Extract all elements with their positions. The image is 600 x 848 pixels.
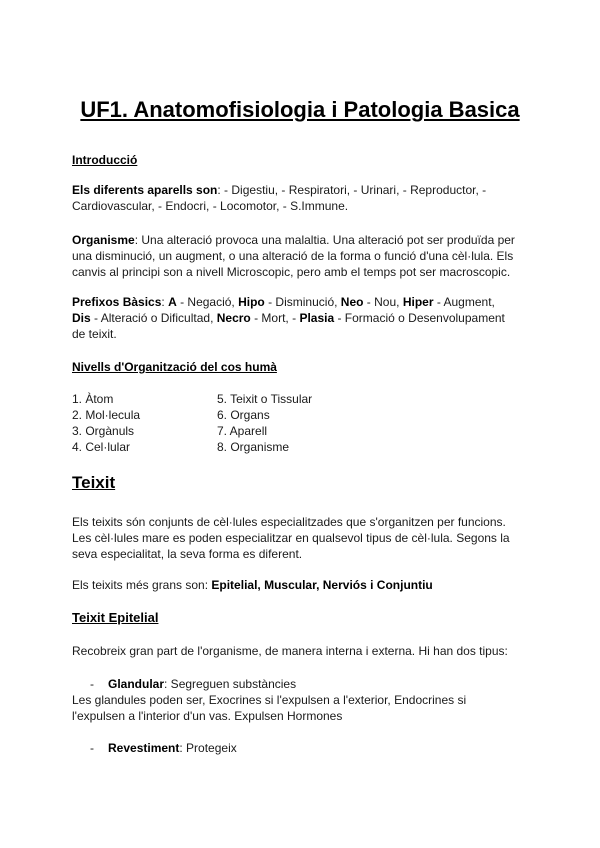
prefix-meaning: - Augment,: [433, 295, 495, 309]
teixit-heading: Teixit: [72, 473, 116, 492]
teixit-types: Epitelial, Muscular, Nerviós i Conjuntiu: [211, 578, 433, 592]
teixit-p2: [72, 577, 433, 593]
prefix-meaning: - Negació,: [176, 295, 239, 309]
prefixos-line-3: de teixit.: [72, 327, 117, 341]
prefix: Dis: [72, 311, 91, 325]
nivell-item: 2. Mol·lecula: [72, 408, 141, 422]
organisme-line-1: [72, 232, 515, 248]
nivell-item: 5. Teixit o Tissular: [217, 392, 313, 406]
epitelial-intro: Recobreix gran part de l'organisme, de manera interna i externa. Hi han dos tipus:: [72, 644, 508, 658]
nivell-item: 6. Organs: [217, 408, 270, 422]
nivell-item: 3. Orgànuls: [72, 424, 135, 438]
nivell-item: 1. Àtom: [72, 392, 114, 406]
aparells-label: Els diferents aparells son: [72, 183, 218, 197]
aparells-line-2: Cardiovascular, - Endocri, - Locomotor, - S.Immune.: [72, 199, 349, 213]
teixit-p1-line-3: seva especialitat, la seva forma es diferent.: [72, 547, 303, 561]
revestiment-label: Revestiment: [108, 741, 180, 755]
prefix-meaning: - Formació o Desenvolupament: [334, 311, 505, 325]
organisme-line-3: canvis al principi son a nivell Microscopic, pero amb el temps pot ser macroscopic.: [72, 265, 511, 279]
glandular-text: : Segreguen substàncies: [164, 677, 297, 691]
colon: :: [161, 295, 169, 309]
prefix-meaning: - Alteració o Dificultad,: [90, 311, 217, 325]
epitelial-heading: Teixit Epitelial: [72, 610, 159, 625]
prefix: Necro: [216, 311, 251, 325]
organisme-text: : Una alteració provoca una malaltia. Una alteració pot ser produïda per: [134, 233, 515, 247]
teixit-p2-text: Els teixits més grans son:: [72, 578, 212, 592]
nivell-item: 8. Organisme: [217, 440, 290, 454]
prefix: Plasia: [299, 311, 335, 325]
revestiment-text: : Protegeix: [179, 741, 237, 755]
glandules-line-1: Les glandules poden ser, Exocrines si l'expulsen a l'exterior, Endocrines si: [72, 693, 467, 707]
intro-heading-text: Introducció: [72, 153, 138, 167]
nivells-heading: [72, 359, 277, 375]
prefix: Hiper: [402, 295, 434, 309]
prefix: Neo: [340, 295, 364, 309]
prefix-meaning: - Disminució,: [264, 295, 341, 309]
revestiment-item: [108, 740, 237, 756]
prefix-meaning: - Mort, -: [250, 311, 300, 325]
aparells-line-1: [72, 182, 486, 198]
teixit-p1-line-1: Els teixits són conjunts de cèl·lules especialitzades que s'organitzen per funcions.: [72, 515, 506, 529]
prefix: A: [168, 295, 177, 309]
nivells-heading-text: Nivells d'Organització del cos humà: [72, 360, 277, 374]
document-title: UF1. Anatomofisiologia i Patologia Basica: [80, 97, 520, 122]
glandular-item: [108, 676, 296, 692]
prefix-meaning: - Nou,: [363, 295, 403, 309]
prefix: Hipo: [238, 295, 265, 309]
bullet-dash: -: [90, 741, 94, 755]
intro-heading: [72, 152, 137, 168]
nivell-item: 4. Cel·lular: [72, 440, 131, 454]
prefixos-line-1: [72, 294, 495, 310]
organisme-line-2: una disminució, un augment, o una alteració de la forma o funció d'una cèl·lula. Els: [72, 249, 514, 263]
teixit-p1-line-2: Les cèl·lules mare es poden especialitzar en qualsevol tipus de cèl·lula. Segons la: [72, 531, 510, 545]
glandular-label: Glandular: [108, 677, 165, 691]
prefixos-label: Prefixos Bàsics: [72, 295, 162, 309]
organisme-label: Organisme: [72, 233, 135, 247]
bullet-dash: -: [90, 677, 94, 691]
glandules-line-2: l'expulsen a l'interior d'un vas. Expulsen Hormones: [72, 709, 343, 723]
prefixos-line-2: [72, 310, 505, 326]
nivell-item: 7. Aparell: [217, 424, 268, 438]
aparells-text: : - Digestiu, - Respiratori, - Urinari, - Reproductor, -: [217, 183, 487, 197]
